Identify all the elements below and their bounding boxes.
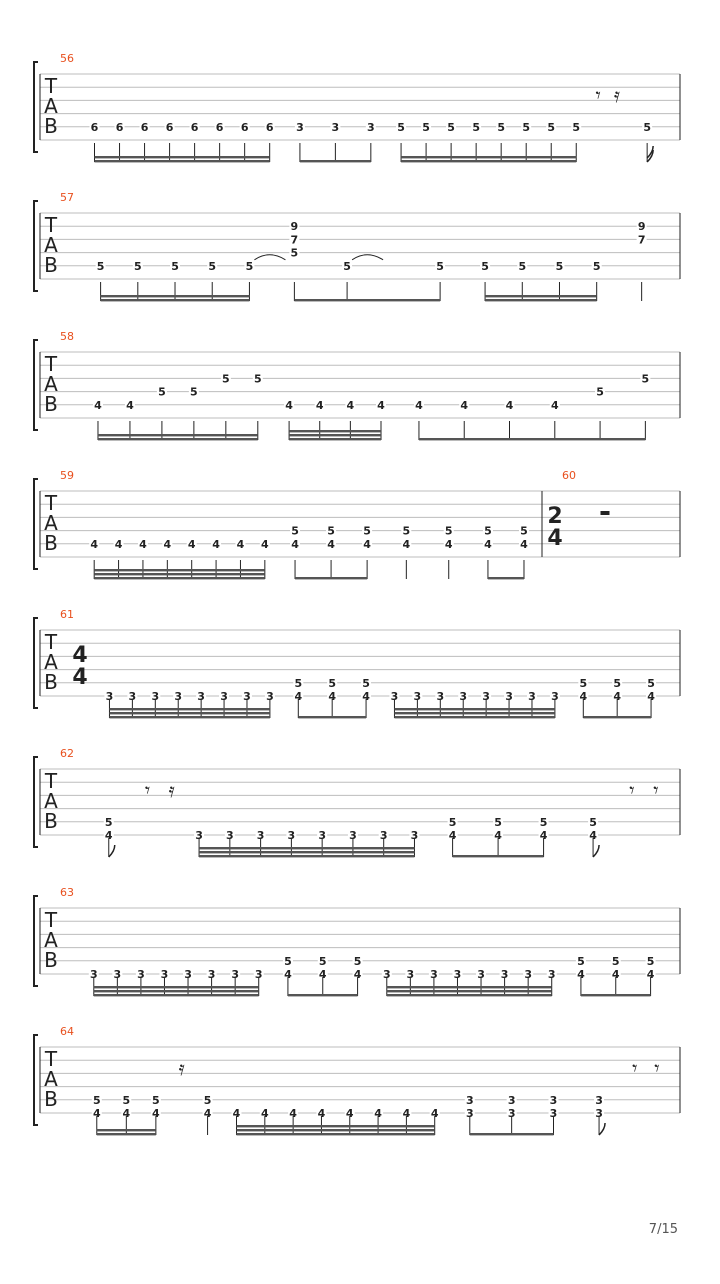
eighth-rest: 𝄾 bbox=[629, 778, 635, 802]
fret-number: 4 bbox=[126, 398, 134, 412]
tab-clef-letter: T bbox=[44, 213, 58, 237]
fret-number: 4 bbox=[505, 398, 514, 412]
beam bbox=[101, 295, 250, 297]
fret-number: 5 bbox=[104, 815, 113, 829]
fret-number: 3 bbox=[477, 968, 485, 981]
fret-number: 6 bbox=[215, 120, 224, 134]
beam bbox=[237, 1129, 435, 1131]
fret-number: 3 bbox=[595, 1107, 603, 1120]
fret-number: 4 bbox=[261, 537, 269, 551]
fret-number: 7 bbox=[637, 233, 646, 247]
beam bbox=[485, 299, 597, 301]
fret-number: 4 bbox=[539, 829, 548, 842]
fret-number: 3 bbox=[151, 690, 160, 703]
fret-number: 4 bbox=[611, 968, 620, 981]
eighth-rest: 𝄾 bbox=[595, 83, 601, 107]
tab-clef-letter: T bbox=[44, 1047, 58, 1071]
fret-number: 5 bbox=[589, 815, 597, 829]
beam bbox=[394, 712, 554, 714]
fret-number: 3 bbox=[436, 690, 445, 703]
tab-system bbox=[34, 608, 680, 718]
tab-clef-letter: T bbox=[44, 769, 58, 793]
fret-number: 5 bbox=[448, 815, 457, 829]
fret-number: 7 bbox=[290, 233, 299, 247]
fret-number: 4 bbox=[484, 537, 492, 551]
tie-arc bbox=[352, 255, 383, 260]
fret-number: 4 bbox=[139, 537, 147, 551]
system-bracket bbox=[34, 1035, 38, 1125]
fret-number: 3 bbox=[174, 690, 183, 703]
measure-number: 64 bbox=[60, 1025, 74, 1038]
fret-number: 5 bbox=[353, 954, 362, 968]
fret-number: 3 bbox=[105, 690, 114, 703]
fret-number: 4 bbox=[203, 1107, 212, 1120]
fret-number: 3 bbox=[197, 690, 205, 703]
fret-number: 5 bbox=[245, 259, 254, 273]
fret-number: 5 bbox=[596, 385, 604, 399]
fret-number: 4 bbox=[448, 829, 457, 842]
fret-number: 4 bbox=[646, 968, 655, 981]
fret-number: 5 bbox=[444, 524, 453, 538]
tab-system bbox=[34, 191, 680, 301]
fret-number: 6 bbox=[165, 120, 174, 134]
fret-number: 4 bbox=[94, 398, 102, 412]
fret-number: 5 bbox=[613, 676, 622, 690]
tab-system bbox=[34, 886, 680, 996]
fret-number: 3 bbox=[382, 968, 391, 981]
fret-number: 3 bbox=[413, 690, 422, 703]
beam bbox=[97, 1133, 156, 1135]
fret-number: 3 bbox=[207, 968, 216, 981]
beam bbox=[387, 990, 552, 992]
system-bracket bbox=[34, 618, 38, 708]
tab-clef-letter: B bbox=[44, 253, 58, 277]
fret-number: 3 bbox=[367, 120, 375, 134]
fret-number: 3 bbox=[507, 1093, 516, 1107]
tab-clef-letter: A bbox=[44, 1067, 58, 1091]
fret-number: 5 bbox=[208, 259, 217, 273]
fret-number: 4 bbox=[345, 1107, 354, 1120]
fret-number: 3 bbox=[390, 690, 399, 703]
fret-number: 4 bbox=[550, 398, 559, 412]
fret-number: 4 bbox=[327, 537, 335, 551]
fret-number: 3 bbox=[482, 690, 490, 703]
fret-number: 6 bbox=[115, 120, 124, 134]
fret-number: 5 bbox=[152, 1093, 160, 1107]
fret-number: 3 bbox=[500, 968, 509, 981]
beam bbox=[581, 994, 651, 996]
fret-number: 5 bbox=[555, 259, 564, 273]
fret-number: 4 bbox=[294, 690, 303, 703]
tab-clef-letter: T bbox=[44, 74, 58, 98]
fret-number: 9 bbox=[290, 220, 299, 234]
fret-number: 5 bbox=[447, 120, 455, 134]
fret-number: 4 bbox=[374, 1107, 382, 1120]
fret-number: 3 bbox=[410, 829, 419, 842]
fret-number: 4 bbox=[285, 398, 293, 412]
fret-number: 3 bbox=[551, 690, 559, 703]
tab-clef-letter: A bbox=[44, 511, 58, 535]
fret-number: 5 bbox=[96, 259, 105, 273]
fret-number: 5 bbox=[203, 1093, 212, 1107]
time-signature-bottom: 4 bbox=[547, 526, 563, 551]
fret-number: 5 bbox=[647, 676, 655, 690]
measure-number: 57 bbox=[60, 191, 74, 204]
beam bbox=[298, 716, 366, 718]
tab-clef-letter: T bbox=[44, 491, 58, 515]
beam bbox=[289, 430, 381, 432]
beam bbox=[237, 1133, 435, 1135]
note-flag bbox=[593, 845, 599, 857]
fret-number: 5 bbox=[577, 954, 585, 968]
beam bbox=[109, 712, 269, 714]
tab-clef-letter: T bbox=[44, 908, 58, 932]
beam bbox=[289, 434, 381, 436]
fret-number: 3 bbox=[331, 120, 340, 134]
sixteenth-rest: 𝄿 bbox=[613, 83, 620, 107]
fret-number: 5 bbox=[294, 676, 303, 690]
fret-number: 4 bbox=[260, 1107, 269, 1120]
fret-number: 4 bbox=[212, 537, 220, 551]
fret-number: 4 bbox=[317, 1107, 326, 1120]
beam bbox=[199, 851, 414, 853]
tab-system bbox=[34, 469, 680, 579]
fret-number: 4 bbox=[362, 690, 370, 703]
beam bbox=[94, 986, 259, 988]
system-bracket bbox=[34, 896, 38, 986]
fret-number: 4 bbox=[520, 537, 528, 551]
fret-number: 5 bbox=[291, 524, 299, 538]
fret-number: 4 bbox=[92, 1107, 101, 1120]
beam bbox=[199, 847, 414, 849]
fret-number: 3 bbox=[287, 829, 296, 842]
fret-number: 3 bbox=[465, 1107, 474, 1120]
fret-number: 3 bbox=[507, 1107, 516, 1120]
fret-number: 4 bbox=[577, 968, 585, 981]
fret-number: 3 bbox=[549, 1107, 558, 1120]
fret-number: 4 bbox=[90, 537, 99, 551]
fret-number: 3 bbox=[505, 690, 513, 703]
beam bbox=[289, 438, 381, 440]
measure-number: 60 bbox=[562, 469, 576, 482]
tab-clef-letter: A bbox=[44, 928, 58, 952]
measure-number: 61 bbox=[60, 608, 74, 621]
tie-arc bbox=[254, 255, 285, 260]
fret-number: 4 bbox=[346, 398, 355, 412]
fret-number: 4 bbox=[415, 398, 423, 412]
fret-number: 4 bbox=[579, 690, 588, 703]
fret-number: 5 bbox=[539, 815, 548, 829]
fret-number: 4 bbox=[152, 1107, 160, 1120]
tab-system bbox=[34, 747, 680, 857]
page-number: 7/15 bbox=[648, 1222, 678, 1237]
fret-number: 4 bbox=[430, 1107, 439, 1120]
fret-number: 4 bbox=[402, 537, 411, 551]
measure-number: 59 bbox=[60, 469, 74, 482]
fret-number: 3 bbox=[243, 690, 251, 703]
fret-number: 5 bbox=[284, 954, 292, 968]
fret-number: 4 bbox=[318, 968, 327, 981]
whole-rest bbox=[601, 511, 610, 515]
fret-number: 3 bbox=[595, 1093, 603, 1107]
fret-number: 5 bbox=[547, 120, 556, 134]
fret-number: 6 bbox=[90, 120, 99, 134]
beam bbox=[488, 577, 524, 579]
beam bbox=[387, 994, 552, 996]
measure-number: 56 bbox=[60, 52, 74, 65]
beam bbox=[101, 299, 250, 301]
fret-number: 5 bbox=[518, 259, 527, 273]
fret-number: 4 bbox=[289, 1107, 297, 1120]
fret-number: 5 bbox=[641, 372, 650, 386]
beam bbox=[394, 708, 554, 710]
fret-number: 5 bbox=[592, 259, 601, 273]
tab-clef-letter: A bbox=[44, 94, 58, 118]
fret-number: 5 bbox=[290, 246, 299, 260]
fret-number: 6 bbox=[140, 120, 149, 134]
fret-number: 3 bbox=[160, 968, 169, 981]
time-signature-top: 2 bbox=[547, 504, 563, 529]
fret-number: 9 bbox=[637, 220, 646, 234]
fret-number: 3 bbox=[453, 968, 462, 981]
system-bracket bbox=[34, 757, 38, 847]
beam bbox=[109, 708, 269, 710]
beam bbox=[98, 434, 258, 436]
fret-number: 5 bbox=[494, 815, 502, 829]
sixteenth-rest: 𝄿 bbox=[168, 778, 175, 802]
fret-number: 5 bbox=[472, 120, 480, 134]
tab-system bbox=[34, 330, 680, 440]
measure-number: 63 bbox=[60, 886, 74, 899]
fret-number: 4 bbox=[232, 1107, 241, 1120]
fret-number: 6 bbox=[190, 120, 199, 134]
tab-clef-letter: B bbox=[44, 948, 58, 972]
tab-clef-letter: B bbox=[44, 1087, 58, 1111]
fret-number: 3 bbox=[113, 968, 122, 981]
fret-number: 4 bbox=[589, 829, 597, 842]
fret-number: 5 bbox=[572, 120, 581, 134]
fret-number: 3 bbox=[349, 829, 357, 842]
tab-clef-letter: A bbox=[44, 650, 58, 674]
measure-number: 62 bbox=[60, 747, 74, 760]
fret-number: 5 bbox=[158, 385, 166, 399]
tab-clef-letter: B bbox=[44, 670, 58, 694]
beam bbox=[98, 438, 258, 440]
note-flag bbox=[599, 1123, 605, 1135]
beam bbox=[237, 1125, 435, 1127]
beam bbox=[95, 160, 270, 162]
fret-number: 6 bbox=[265, 120, 274, 134]
tab-clef-letter: B bbox=[44, 531, 58, 555]
fret-number: 3 bbox=[524, 968, 532, 981]
fret-number: 5 bbox=[579, 676, 588, 690]
system-bracket bbox=[34, 479, 38, 569]
fret-number: 5 bbox=[643, 120, 651, 134]
beam bbox=[94, 569, 265, 571]
fret-number: 4 bbox=[114, 537, 123, 551]
beam bbox=[387, 986, 552, 988]
fret-number: 5 bbox=[436, 259, 444, 273]
beam bbox=[300, 160, 371, 162]
beam bbox=[470, 1133, 554, 1135]
fret-number: 3 bbox=[406, 968, 415, 981]
fret-number: 5 bbox=[92, 1093, 101, 1107]
fret-number: 4 bbox=[236, 537, 245, 551]
fret-number: 5 bbox=[646, 954, 655, 968]
fret-number: 4 bbox=[284, 968, 292, 981]
fret-number: 5 bbox=[122, 1093, 131, 1107]
tab-system bbox=[34, 52, 680, 162]
fret-number: 4 bbox=[187, 537, 196, 551]
fret-number: 3 bbox=[547, 968, 556, 981]
tab-clef-letter: A bbox=[44, 233, 58, 257]
fret-number: 3 bbox=[256, 829, 265, 842]
fret-number: 4 bbox=[315, 398, 324, 412]
fret-number: 3 bbox=[430, 968, 438, 981]
fret-number: 4 bbox=[402, 1107, 411, 1120]
fret-number: 6 bbox=[240, 120, 249, 134]
fret-number: 4 bbox=[494, 829, 502, 842]
beam bbox=[583, 716, 651, 718]
fret-number: 5 bbox=[497, 120, 505, 134]
beam bbox=[97, 1129, 156, 1131]
eighth-rest: 𝄾 bbox=[653, 778, 659, 802]
fret-number: 3 bbox=[137, 968, 145, 981]
fret-number: 5 bbox=[328, 676, 337, 690]
fret-number: 5 bbox=[253, 372, 262, 386]
fret-number: 3 bbox=[266, 690, 274, 703]
fret-number: 3 bbox=[459, 690, 468, 703]
fret-number: 4 bbox=[444, 537, 453, 551]
beam bbox=[95, 156, 270, 158]
eighth-rest: 𝄾 bbox=[632, 1056, 638, 1080]
fret-number: 5 bbox=[222, 372, 230, 386]
fret-number: 3 bbox=[254, 968, 263, 981]
fret-number: 3 bbox=[528, 690, 536, 703]
tab-clef-letter: B bbox=[44, 809, 58, 833]
fret-number: 3 bbox=[89, 968, 98, 981]
fret-number: 3 bbox=[296, 120, 304, 134]
fret-number: 4 bbox=[328, 690, 337, 703]
fret-number: 5 bbox=[481, 259, 489, 273]
fret-number: 4 bbox=[163, 537, 172, 551]
fret-number: 5 bbox=[190, 385, 198, 399]
fret-number: 5 bbox=[133, 259, 142, 273]
fret-number: 4 bbox=[104, 829, 113, 842]
fret-number: 3 bbox=[379, 829, 388, 842]
fret-number: 4 bbox=[353, 968, 362, 981]
beam bbox=[401, 156, 576, 158]
beam bbox=[94, 994, 259, 996]
fret-number: 5 bbox=[611, 954, 620, 968]
tab-system bbox=[34, 1025, 680, 1135]
time-signature-top: 4 bbox=[72, 643, 88, 668]
time-signature-bottom: 4 bbox=[72, 665, 88, 690]
beam bbox=[295, 577, 367, 579]
fret-number: 5 bbox=[422, 120, 430, 134]
beam bbox=[94, 990, 259, 992]
fret-number: 5 bbox=[402, 524, 411, 538]
fret-number: 3 bbox=[128, 690, 137, 703]
beam bbox=[294, 299, 440, 301]
fret-number: 4 bbox=[647, 690, 655, 703]
beam bbox=[94, 577, 265, 579]
beam bbox=[288, 994, 358, 996]
beam bbox=[94, 573, 265, 575]
fret-number: 5 bbox=[318, 954, 327, 968]
system-bracket bbox=[34, 201, 38, 291]
fret-number: 3 bbox=[231, 968, 239, 981]
fret-number: 4 bbox=[460, 398, 469, 412]
eighth-rest: 𝄾 bbox=[144, 778, 151, 802]
fret-number: 4 bbox=[363, 537, 371, 551]
beam bbox=[109, 716, 269, 718]
fret-number: 4 bbox=[122, 1107, 131, 1120]
system-bracket bbox=[34, 340, 38, 430]
beam bbox=[401, 160, 576, 162]
fret-number: 5 bbox=[362, 676, 370, 690]
fret-number: 3 bbox=[220, 690, 228, 703]
fret-number: 3 bbox=[549, 1093, 558, 1107]
tab-clef-letter: B bbox=[44, 392, 58, 416]
fret-number: 3 bbox=[318, 829, 326, 842]
fret-number: 3 bbox=[465, 1093, 474, 1107]
fret-number: 5 bbox=[484, 524, 492, 538]
beam bbox=[199, 855, 414, 857]
fret-number: 3 bbox=[226, 829, 234, 842]
fret-number: 4 bbox=[291, 537, 299, 551]
fret-number: 5 bbox=[522, 120, 531, 134]
tab-clef-letter: A bbox=[44, 372, 58, 396]
fret-number: 5 bbox=[171, 259, 179, 273]
fret-number: 4 bbox=[377, 398, 385, 412]
tab-clef-letter: T bbox=[44, 352, 58, 376]
eighth-rest: 𝄾 bbox=[654, 1056, 660, 1080]
system-bracket bbox=[34, 62, 38, 152]
fret-number: 3 bbox=[184, 968, 192, 981]
beam bbox=[419, 438, 645, 440]
fret-number: 5 bbox=[520, 524, 528, 538]
beam bbox=[394, 716, 554, 718]
fret-number: 3 bbox=[195, 829, 203, 842]
tab-clef-letter: T bbox=[44, 630, 58, 654]
beam bbox=[485, 295, 597, 297]
tab-clef-letter: B bbox=[44, 114, 58, 138]
fret-number: 5 bbox=[397, 120, 405, 134]
fret-number: 4 bbox=[613, 690, 622, 703]
measure-number: 58 bbox=[60, 330, 74, 343]
sixteenth-rest: 𝄿 bbox=[178, 1056, 185, 1080]
beam bbox=[453, 855, 544, 857]
fret-number: 5 bbox=[327, 524, 335, 538]
tab-clef-letter: A bbox=[44, 789, 58, 813]
note-flag bbox=[109, 845, 115, 857]
fret-number: 5 bbox=[343, 259, 351, 273]
fret-number: 5 bbox=[363, 524, 371, 538]
